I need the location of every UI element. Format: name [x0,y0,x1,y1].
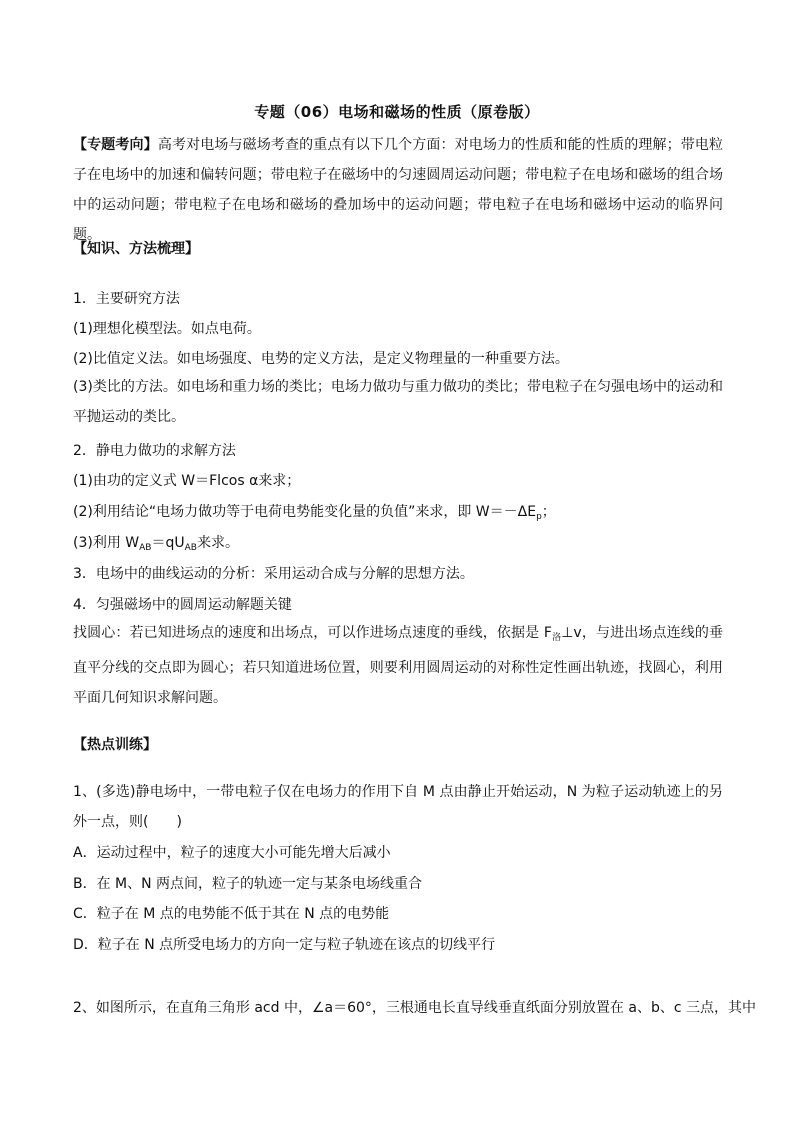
item-2c [73,532,239,553]
item-2c-subscript-2: AB [184,543,197,553]
item-4-text [73,618,723,713]
item-2c-subscript-1: AB [139,543,152,553]
item-1b: (2)比值定义法。如电场强度、电势的定义方法，是定义物理量的一种重要方法。 [73,351,569,367]
question-1-option-a: A．运动过程中，粒子的速度大小可能先增大后减小 [73,845,391,861]
item-2b-text: (2)利用结论“电场力做功等于电荷电势能变化量的负值”来求，即 W＝－ΔE [73,504,537,520]
item-2-heading: 2．静电力做功的求解方法 [73,443,236,459]
item-2c-text: (3)利用 W [73,535,140,551]
question-1-option-c: C．粒子在 M 点的电势能不低于其在 N 点的电势能 [73,906,390,922]
item-4-subscript: 洛 [551,633,562,643]
intro-text: 高考对电场与磁场考查的重点有以下几个方面：对电场力的性质和能的性质的理解；带电粒子在电场中的加速和偏转问题；带电粒子在磁场中的匀速圆周运动问题；带电粒子在电场和磁场的组合场中的运动问题；带电粒子在电场和磁场的叠加场中的运动问题；带电粒子在电场和磁场中运动的临界问题。 [73,137,724,243]
item-1a: (1)理想化模型法。如点电荷。 [73,321,261,337]
question-2-stem: 2、如图所示，在直角三角形 acd 中，∠a＝60°，三根通电长直导线垂直纸面分别放置在 a、b、c 三点，其中 [73,1000,756,1016]
question-1-option-b: B．在 M、N 两点间，粒子的轨迹一定与某条电场线重合 [73,876,423,892]
section-heading-knowledge: 【知识、方法梳理】 [73,241,199,257]
item-2c-mid: ＝qU [151,535,185,551]
item-1-heading: 1．主要研究方法 [73,291,180,307]
item-2a: (1)由功的定义式 W＝Flcos α来求； [73,473,301,489]
item-2c-end: 来求。 [196,535,239,551]
question-1-stem: 1、(多选)静电场中，一带电粒子仅在电场力的作用下自 M 点由静止开始运动，N 为粒子运动轨迹上的另外一点，则( ) [73,784,723,830]
item-4-heading: 4．匀强磁场中的圆周运动解题关键 [73,597,292,613]
page-title: 专题（06）电场和磁场的性质（原卷版） [254,103,540,121]
item-1c: (3)类比的方法。如电场和重力场的类比；电场力做功与重力做功的类比；带电粒子在匀强电场中的运动和平抛运动的类比。 [73,379,723,425]
item-2b [73,501,556,522]
item-2b-end: ； [541,504,556,520]
item-4-text-post: ⊥v，与进出场点连线的垂直平分线的交点即为圆心；若只知道进场位置，则要利用圆周运动的对称性定性画出轨迹，找圆心，利用平面几何知识求解问题。 [73,625,723,706]
intro-paragraph [73,130,723,250]
item-3: 3．电场中的曲线运动的分析：采用运动合成与分解的思想方法。 [73,566,474,582]
section-heading-training: 【热点训练】 [73,737,157,753]
question-1-option-d: D．粒子在 N 点所受电场力的方向一定与粒子轨迹在该点的切线平行 [73,937,496,953]
item-4-text-pre: 找圆心：若已知进场点的速度和出场点，可以作进场点速度的垂线，依据是 F [73,625,552,641]
intro-tag: 【专题考向】 [73,137,158,153]
item-2b-subscript: p [536,512,542,522]
